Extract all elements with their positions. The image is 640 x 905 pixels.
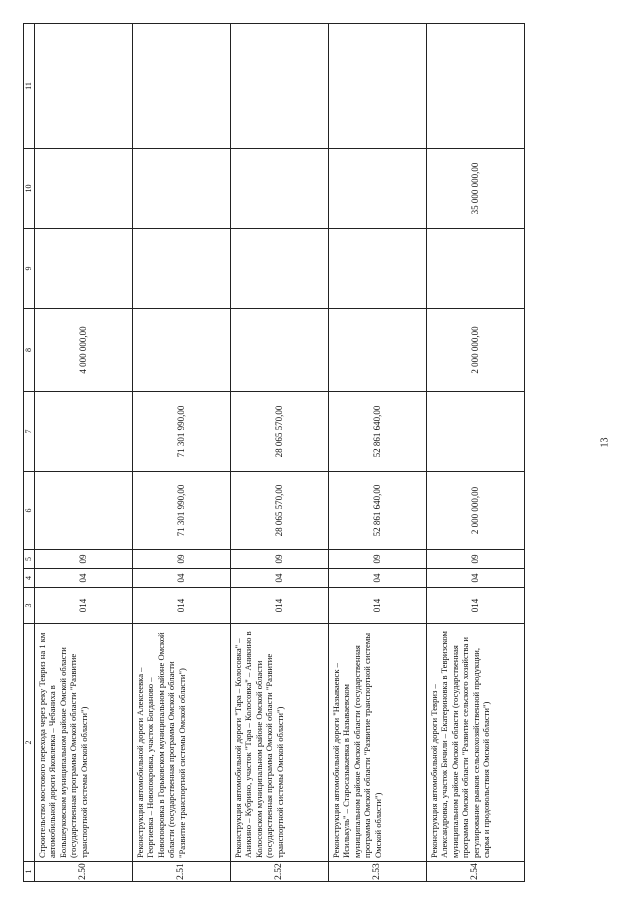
cell-value-10 (133, 149, 231, 229)
cell-value-7: 71 301 990,00 (133, 392, 231, 472)
table-row (427, 24, 525, 882)
cell-value-6: 52 861 640,00 (329, 472, 427, 550)
col-header: 10 (24, 149, 35, 229)
table-header-row (24, 24, 35, 882)
cell-code-4: 04 (329, 569, 427, 588)
cell-value-8: 2 000 000,00 (427, 309, 525, 392)
cell-code-4: 04 (35, 569, 133, 588)
cell-value-7: 52 861 640,00 (329, 392, 427, 472)
budget-table (23, 23, 525, 882)
row-description: Реконструкция автомобильной дороги Алексеевка – Георгиевка – Новопокровка, участок Богданово – Новопокровка в Горьковском муниципальном районе Омской области (государственная программа Омской области "Развитие транспортной системы Омской области") (133, 624, 231, 862)
row-number: 2.53 (329, 862, 427, 882)
cell-value-7 (35, 392, 133, 472)
cell-code-3: 014 (329, 588, 427, 624)
cell-code-5: 09 (133, 550, 231, 569)
cell-value-6: 71 301 990,00 (133, 472, 231, 550)
cell-value-9 (133, 229, 231, 309)
cell-value-8 (329, 309, 427, 392)
cell-code-5: 09 (329, 550, 427, 569)
row-number: 2.54 (427, 862, 525, 882)
col-header: 11 (24, 24, 35, 149)
cell-value-6: 2 000 000,00 (427, 472, 525, 550)
cell-value-10 (231, 149, 329, 229)
cell-value-8: 4 000 000,00 (35, 309, 133, 392)
row-description: Строительство мостового перехода через реку Тевриз на 1 км автомобильной дороги Яковлевка – Чебаниха в Большеуковском муниципальном районе Омской области (государственная программа Омской области "Развитие транспортной системы Омской области") (35, 624, 133, 862)
cell-value-10 (35, 149, 133, 229)
col-header: 1 (24, 862, 35, 882)
row-number: 2.51 (133, 862, 231, 882)
row-description: Реконструкция автомобильной дороги "Тара – Колосовка" – Аникино – Кубрино, участок "Тара – Колосовка" – Аникино в Колосовском муниципальном районе Омской области (государственная программа Омской области "Развитие транспортной системы Омской области") (231, 624, 329, 862)
col-header: 3 (24, 588, 35, 624)
page-number: 13 (599, 437, 611, 448)
table-row (329, 24, 427, 882)
cell-value-10 (329, 149, 427, 229)
row-number: 2.50 (35, 862, 133, 882)
table-row (231, 24, 329, 882)
cell-value-9 (427, 229, 525, 309)
cell-value-11 (329, 24, 427, 149)
cell-value-6: 28 065 570,00 (231, 472, 329, 550)
cell-value-7: 28 065 570,00 (231, 392, 329, 472)
cell-code-3: 014 (231, 588, 329, 624)
cell-value-9 (329, 229, 427, 309)
cell-value-8 (133, 309, 231, 392)
rotated-table-wrapper (23, 24, 519, 882)
cell-code-5: 09 (231, 550, 329, 569)
row-description: Реконструкция автомобильной дороги Тевриз – Александровка, участок Бичили – Екатериновка в Тевризском муниципальном районе Омской области (государственная программа Омской области "Развитие сельского хозяйства и регулирование рынков сельскохозяйственной продукции, сырья и продовольствия Омской области") (427, 624, 525, 862)
cell-value-11 (133, 24, 231, 149)
table-row (133, 24, 231, 882)
cell-value-11 (427, 24, 525, 149)
cell-value-10: 35 000 000,00 (427, 149, 525, 229)
col-header: 4 (24, 569, 35, 588)
cell-code-3: 014 (427, 588, 525, 624)
cell-code-4: 04 (231, 569, 329, 588)
cell-code-5: 09 (427, 550, 525, 569)
cell-value-11 (35, 24, 133, 149)
cell-value-9 (231, 229, 329, 309)
col-header: 8 (24, 309, 35, 392)
cell-value-6 (35, 472, 133, 550)
table-row (35, 24, 133, 882)
cell-value-9 (35, 229, 133, 309)
col-header: 2 (24, 624, 35, 862)
col-header: 9 (24, 229, 35, 309)
cell-code-5: 09 (35, 550, 133, 569)
cell-code-3: 014 (133, 588, 231, 624)
cell-value-7 (427, 392, 525, 472)
cell-code-4: 04 (133, 569, 231, 588)
cell-value-11 (231, 24, 329, 149)
row-number: 2.52 (231, 862, 329, 882)
col-header: 5 (24, 550, 35, 569)
cell-code-3: 014 (35, 588, 133, 624)
cell-value-8 (231, 309, 329, 392)
cell-code-4: 04 (427, 569, 525, 588)
col-header: 6 (24, 472, 35, 550)
col-header: 7 (24, 392, 35, 472)
row-description: Реконструкция автомобильной дороги "Называевск – Исилькуль" – Старосазыкаевка в Называевском муниципальном районе Омской области (государственная программа Омской области "Развитие транспортной системы Омской области") (329, 624, 427, 862)
